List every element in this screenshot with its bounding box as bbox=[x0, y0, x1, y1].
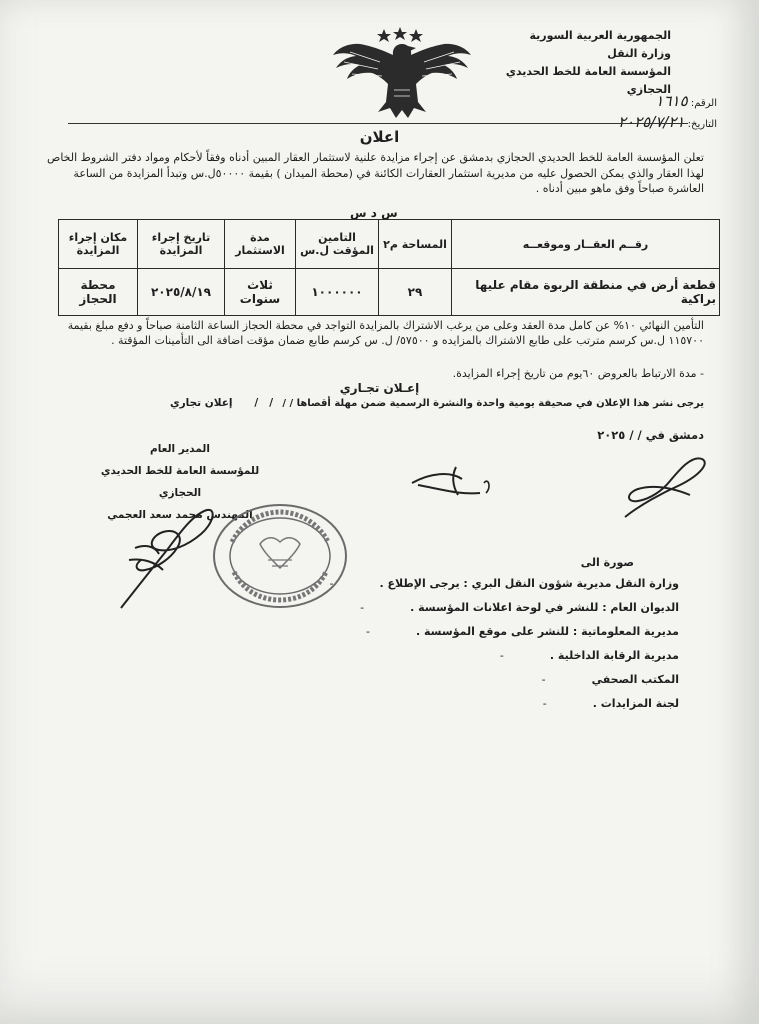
eagle-emblem-icon bbox=[330, 22, 475, 122]
ref-date: ٢٠٢٥/٧/٢١ bbox=[617, 113, 685, 131]
signatory-name: المهندس محمد سعد العجمي bbox=[107, 509, 253, 521]
signatory-title: المدير العام bbox=[150, 443, 210, 455]
official-stamp-icon bbox=[212, 502, 349, 609]
cell-auction-place: محطة الحجاز bbox=[59, 269, 138, 316]
cell-auction-date: ٢٠٢٥/٨/١٩ bbox=[138, 269, 225, 316]
letterhead bbox=[461, 27, 671, 99]
date-label: التاريخ: bbox=[687, 119, 717, 130]
publish-note: يرجى نشر هذا الإعلان في صحيفة يومية واحدة والنشرة الرسمية ضمن مهلة أقصاها / / bbox=[282, 398, 704, 409]
list-item: وزارة النقل مديرية شؤون النقل البري : يرجى الإطلاع .- bbox=[329, 577, 679, 590]
col-header-duration: مدة الاستثمار bbox=[225, 220, 296, 269]
commercial-ad-heading: إعـلان تجـاري bbox=[339, 381, 420, 395]
cell-duration: ثلاث سنوات bbox=[225, 269, 296, 316]
col-header-auction-place: مكان إجراء المزايدة bbox=[59, 220, 138, 269]
copies-heading: صورة الى bbox=[580, 556, 634, 569]
ref-label: الرقم: bbox=[690, 98, 717, 109]
property-table bbox=[58, 219, 720, 316]
commercial-ad-label: / / إعلان تجاري bbox=[170, 397, 274, 409]
final-insurance-note: التأمين النهائي ١٠% عن كامل مدة العقد وعلى من يرغب الاشتراك بالمزايدة التواجد في محطة الحجاز الساعة الثامنة صباحاً و دفع مبلغ بقيمة ١١٥٧٠٠ ل.س كرسم مترتب على طابع الاشتراك بالمزايده و ٥٧٥٠٠/ ل. س كرسم طابع ضمان مؤقت اضافة الى التأمينات المؤقتة . bbox=[67, 319, 704, 347]
list-item: مديرية المعلوماتية : للنشر على موقع المؤسسة .- bbox=[366, 625, 679, 638]
list-item: لجنة المزايدات .- bbox=[542, 697, 679, 710]
handwritten-signatures bbox=[400, 455, 720, 525]
manager-signature bbox=[115, 500, 220, 615]
cell-area: ٢٩ bbox=[379, 269, 452, 316]
col-header-area: المساحة م٢ bbox=[379, 220, 452, 269]
cell-deposit: ١٠٠٠٠٠٠ bbox=[296, 269, 379, 316]
header-rule bbox=[68, 123, 688, 124]
commercial-ad-label-text: إعلان تجاري bbox=[170, 397, 233, 409]
signatory-organization: للمؤسسة العامة للخط الحديدي الحجازي bbox=[100, 465, 260, 499]
commitment-note: - مدة الارتباط بالعروض ٦٠يوم من تاريخ إجراء المزايدة. bbox=[452, 367, 704, 380]
table-header-row bbox=[59, 220, 720, 269]
commitment-text: مدة الارتباط بالعروض ٦٠يوم من تاريخ إجراء المزايدة. bbox=[452, 367, 697, 380]
letterhead-ministry: وزارة النقل bbox=[607, 47, 671, 60]
col-header-deposit: التامين المؤقت ل.س bbox=[296, 220, 379, 269]
distribution-list bbox=[330, 572, 679, 716]
currency-note: س د س bbox=[350, 206, 398, 220]
page-title: اعلان bbox=[359, 128, 400, 146]
list-item: مديرية الرقابة الداخلية .- bbox=[499, 649, 679, 662]
col-header-auction-date: تاريخ إجراء المزايدة bbox=[138, 220, 225, 269]
col-header-property: رقــم العقــار وموقعــه bbox=[452, 220, 720, 269]
ref-number: ١٦١٥ bbox=[655, 92, 688, 110]
letterhead-country: الجمهورية العربية السورية bbox=[529, 29, 671, 42]
letterhead-organization: المؤسسة العامة للخط الحديدي الحجازي bbox=[505, 65, 671, 96]
intro-paragraph: تعلن المؤسسة العامة للخط الحديدي الحجازي بدمشق عن إجراء مزايدة علنية لاستثمار العقار المبين أدناه وفقاً لأحكام ومواد دفتر الشروط الخاص لهذا العقار والذي يمكن الحصول عليه من مديرية استثمار العقارات الكائنة في (محطة الميدان ) بقيمة ٥٠٠٠٠ل.س وتبدأ المزايدة من الساعة العاشرة صباحاً وفق ماهو مبين أدناه . bbox=[47, 151, 704, 195]
cell-property: قطعة أرض في منطقة الربوة مقام عليها براكية bbox=[452, 269, 720, 316]
table-row bbox=[59, 269, 720, 316]
list-item: المكتب الصحفي- bbox=[541, 673, 679, 686]
list-item: الديوان العام : للنشر في لوحة اعلانات المؤسسة .- bbox=[360, 601, 679, 614]
place-date: دمشق في / / ٢٠٢٥ bbox=[597, 428, 704, 442]
